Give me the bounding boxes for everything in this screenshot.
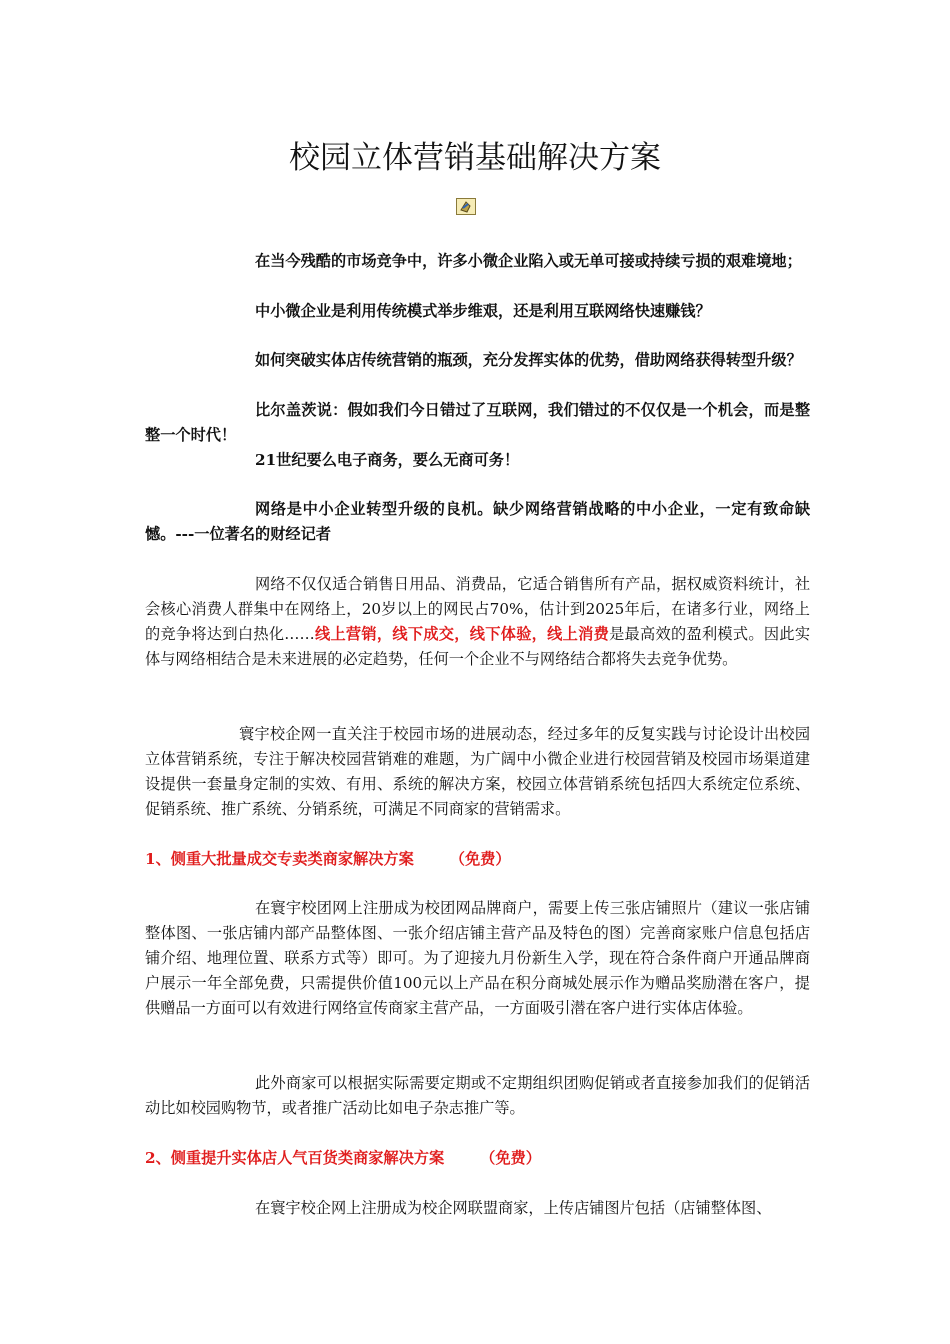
- paragraph-company-intro: 寰宇校企网一直关注于校园市场的进展动态，经过多年的反复实践与讨论设计出校园立体营销系统，专注于解决校园营销难的难题，为广阔中小微企业进行校园营销及校园市场渠道建设提供一套量身定制的实效、有用、系统的解决方案，校园立体营销系统包括四大系统定位系统、促销系统、推广系统、分销系统，可满足不同商家的营销需求。: [145, 725, 810, 818]
- intro-line-1: 在当今残酷的市场竞争中，许多小微企业陷入或无单可接或持续亏损的艰难境地；: [255, 252, 802, 270]
- section-1-paragraph-2: 此外商家可以根据实际需要定期或不定期组织团购促销或者直接参加我们的促销活动比如校园购物节，或者推广活动比如电子杂志推广等。: [145, 1074, 810, 1117]
- section-2-tag: （免费）: [480, 1149, 541, 1167]
- section-1-heading: [145, 847, 511, 872]
- broken-image-icon: [456, 198, 476, 215]
- document-title: 校园立体营销基础解决方案: [289, 140, 661, 176]
- section-2-paragraph-1: 在寰宇校企网上注册成为校企网联盟商家，上传店铺图片包括（店铺整体图、: [255, 1199, 772, 1217]
- section-1-paragraph-1: 在寰宇校团网上注册成为校团网品牌商户，需要上传三张店铺照片（建议一张店铺整体图、一张店铺内部产品整体图、一张介绍店铺主营产品及特色的图）完善商家账户信息包括店铺介绍、地理位置、联系方式等）即可。为了迎接九月份新生入学，现在符合条件商户开通品牌商户展示一年全部免费，只需提供价值100元以上产品在积分商城处展示作为赠品奖励潜在客户，提供赠品一方面可以有效进行网络宣传商家主营产品，一方面吸引潜在客户进行实体店体验。: [145, 899, 810, 1017]
- intro-line-5: 21世纪要么电子商务，要么无商可务！: [255, 451, 520, 469]
- intro-line-3: 如何突破实体店传统营销的瓶颈，充分发挥实体的优势，借助网络获得转型升级？: [255, 351, 802, 369]
- section-2-heading: [145, 1146, 541, 1171]
- intro-line-2: 中小微企业是利用传统模式举步维艰，还是利用互联网络快速赚钱？: [255, 302, 711, 320]
- highlight-text: 线上营销，线下成交，线下体验，线上消费: [314, 625, 610, 643]
- section-1-title: 1、侧重大批量成交专卖类商家解决方案: [145, 850, 414, 868]
- section-1-tag: （免费）: [449, 850, 511, 868]
- section-2-title: 2、侧重提升实体店人气百货类商家解决方案: [145, 1149, 445, 1167]
- paragraph-text: 是最高效的盈利模式。因此实体与网络相结合是未来进展的必定趋势，任何一个企业不与网络结合都将失去竞争优势。: [145, 625, 811, 668]
- intro-line-4: 比尔盖茨说：假如我们今日错过了互联网，我们错过的不仅仅是一个机会，而是整整一个时代！: [145, 401, 810, 444]
- paragraph-text: 网络不仅仅适合销售日用品、消费品，它适合销售所有产品，据权威资料统计，社会核心消费人群集中在网络上，20岁以上的网民占70%，估计到2025年后，在诸多行业，网络上的竞争将达到白热化……: [145, 575, 810, 643]
- intro-line-6: 网络是中小企业转型升级的良机。缺少网络营销战略的中小企业，一定有致命缺憾。---一位著名的财经记者: [145, 500, 810, 543]
- paragraph-network-trend: [145, 572, 810, 672]
